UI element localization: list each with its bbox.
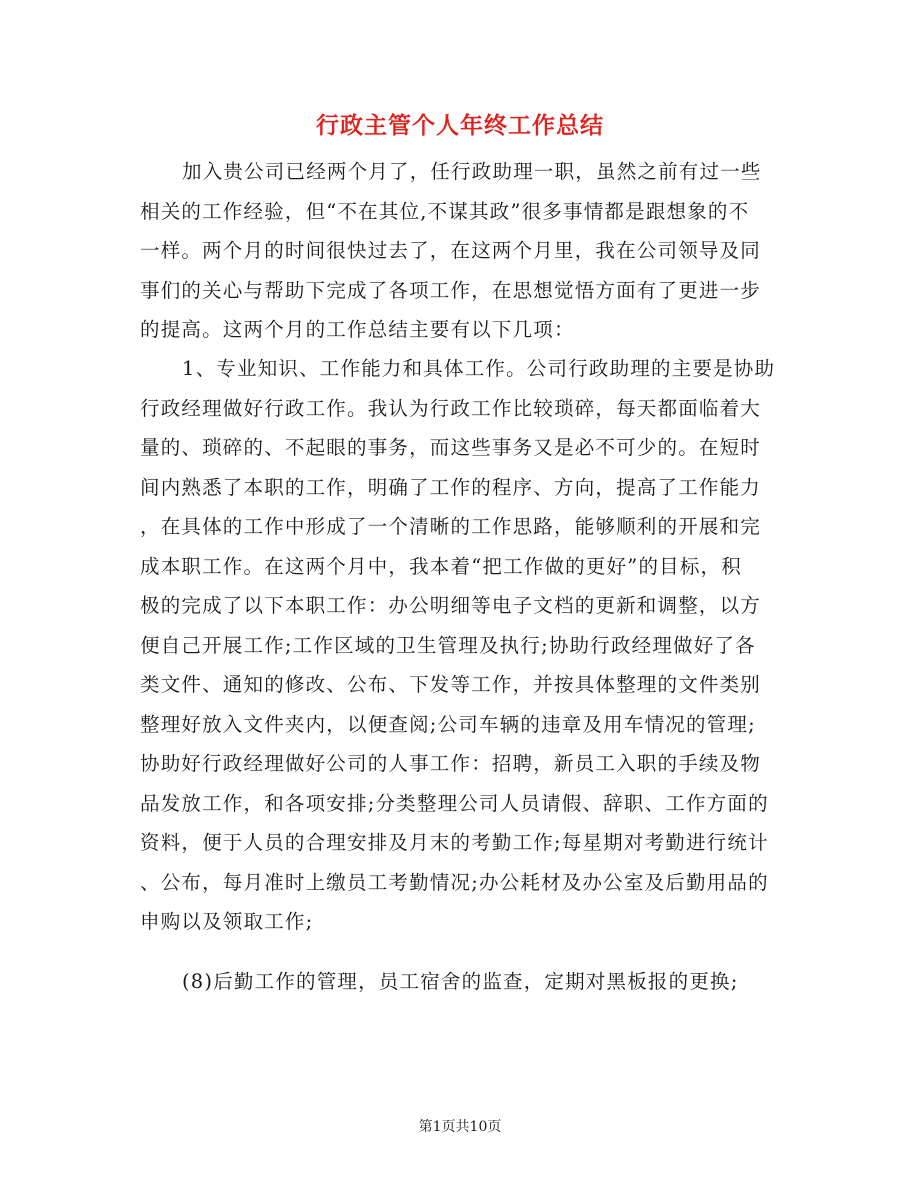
paragraph-line: 一样。两个月的时间很快过去了，在这两个月里，我在公司领导及同: [140, 239, 762, 262]
paragraph-line: 1、专业知识、工作能力和具体工作。公司行政助理的主要是协助: [182, 357, 776, 380]
paragraph-line: 申购以及领取工作;: [140, 910, 314, 933]
paragraph-line: 、公布，每月准时上缴员工考勤情况;办公耗材及办公室及后勤用品的: [140, 870, 769, 894]
paragraph-intro: [140, 152, 780, 350]
paragraph-line: 行政经理做好行政工作。我认为行政工作比较琐碎，每天都面临着大: [140, 396, 762, 420]
page-number-footer: 第1页共10页: [418, 1119, 502, 1135]
paragraph-line: 事们的关心与帮助下完成了各项工作，在思想觉悟方面有了更进一步: [140, 278, 762, 302]
paragraph-item-8: [140, 962, 780, 1002]
paragraph-line: 的提高。这两个月的工作总结主要有以下几项：: [140, 318, 575, 341]
paragraph-line: 整理好放入文件夹内，以便查阅;公司车辆的违章及用车情况的管理;: [140, 712, 756, 736]
paragraph-line: 类文件、通知的修改、公布、下发等工作，并按具体整理的文件类别: [140, 673, 762, 696]
paragraph-line: 极的完成了以下本职工作：办公明细等电子文档的更新和调整，以方: [140, 594, 762, 617]
paragraph-line: 品发放工作，和各项安排;分类整理公司人员请假、辞职、工作方面的: [140, 791, 769, 815]
paragraph-line: 间内熟悉了本职的工作，明确了工作的程序、方向，提高了工作能力: [140, 475, 762, 499]
paragraph-line: 相关的工作经验，但“不在其位,不谋其政”很多事情都是跟想象的不: [140, 199, 750, 223]
paragraph-line: 资料，便于人员的合理安排及月末的考勤工作;每星期对考勤进行统计: [140, 831, 769, 854]
paragraph-line: ，在具体的工作中形成了一个清晰的工作思路，能够顺利的开展和完: [140, 515, 762, 538]
paragraph-line: 加入贵公司已经两个月了，任行政助理一职，虽然之前有过一些: [182, 160, 762, 183]
paragraph-line: 便自己开展工作;工作区域的卫生管理及执行;协助行政经理做好了各: [140, 633, 756, 657]
paragraph-line: 协助好行政经理做好公司的人事工作：招聘，新员工入职的手续及物: [140, 752, 762, 775]
paragraph-line: 量的、琐碎的、不起眼的事务，而这些事务又是必不可少的。在短时: [140, 436, 762, 459]
paragraph-line: (8)后勤工作的管理，员工宿舍的监查，定期对黑板报的更换;: [182, 970, 739, 993]
paragraph-item-1: [140, 349, 780, 942]
document-title: 行政主管个人年终工作总结: [316, 112, 604, 139]
paragraph-line: 成本职工作。在这两个月中，我本着“把工作做的更好”的目标，积: [140, 554, 742, 578]
